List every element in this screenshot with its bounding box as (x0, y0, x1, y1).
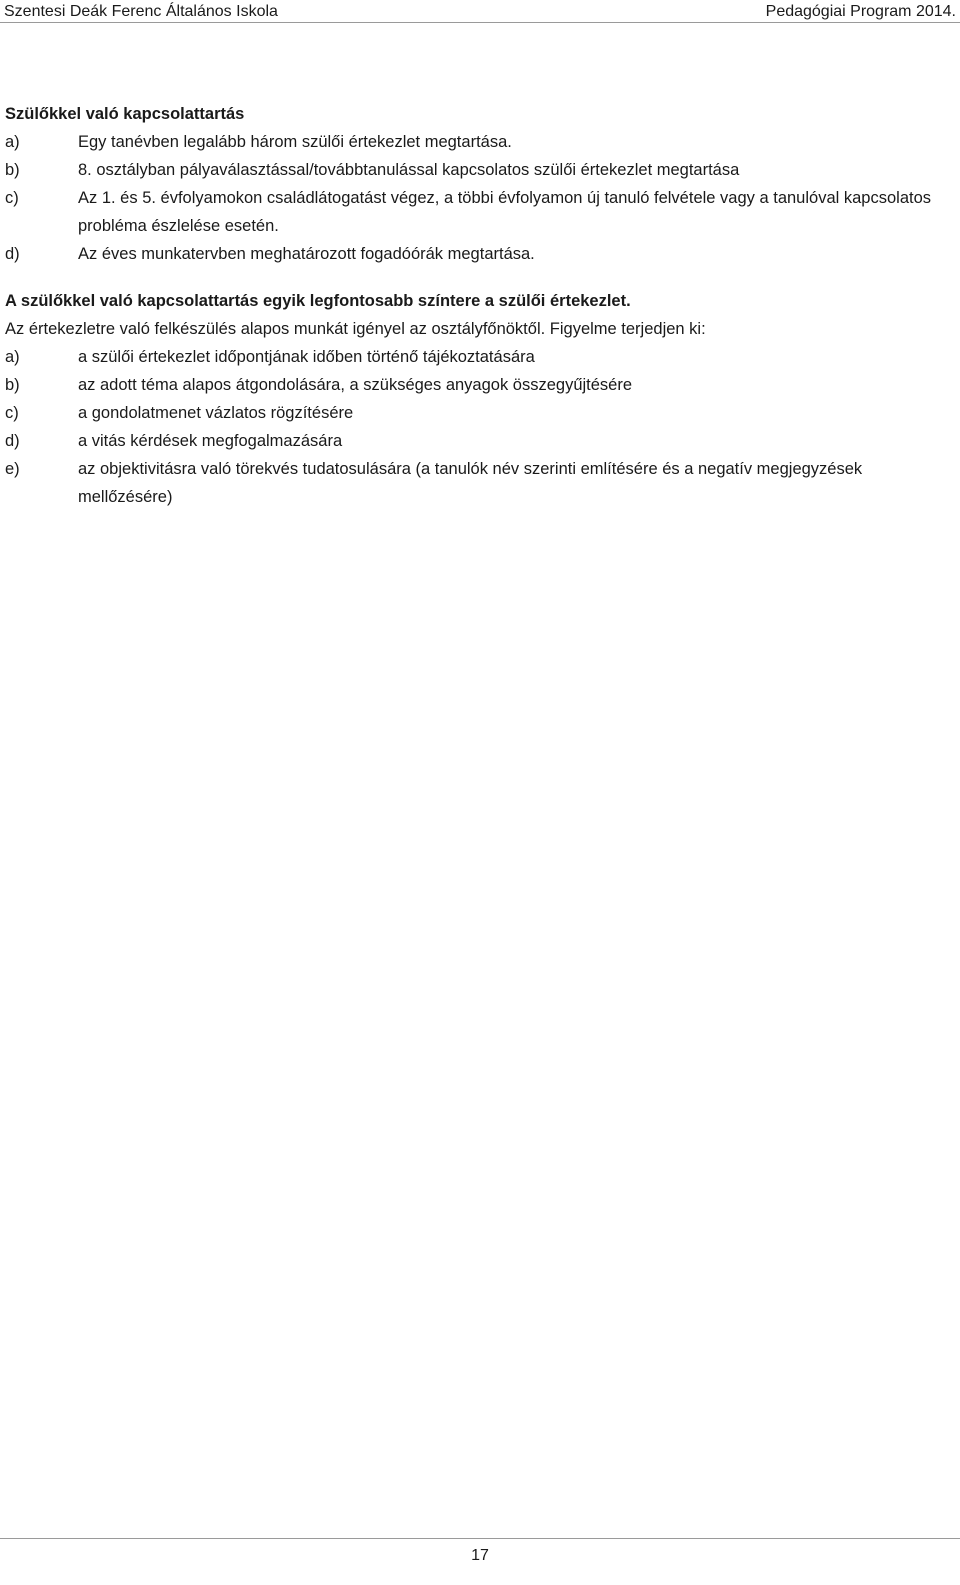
meeting-preparation-list (5, 343, 955, 511)
list-item-text: Az éves munkatervben meghatározott fogadóórák megtartása. (78, 245, 535, 263)
list-marker: a) (5, 133, 20, 151)
list-item (5, 156, 955, 184)
list-marker: c) (5, 189, 19, 207)
list-marker: d) (5, 432, 20, 450)
page-number: 17 (471, 1547, 489, 1564)
section-intro-paragraph: Az értekezletre való felkészülés alapos munkát igényel az osztályfőnöktől. Figyelme terjedjen ki: (5, 320, 706, 338)
page-content (5, 100, 955, 511)
parent-contact-list (5, 128, 955, 268)
list-item (5, 371, 955, 399)
list-item (5, 427, 955, 455)
list-item-text: az objektivitásra való törekvés tudatosulására (a tanulók név szerinti említésére és a negatív megjegyzések mellőzésére) (78, 460, 863, 506)
list-item (5, 455, 955, 511)
list-marker: b) (5, 376, 20, 394)
page-header (0, 0, 960, 23)
footer-divider (0, 1538, 960, 1539)
section-spacer (5, 268, 955, 287)
list-item-text: a vitás kérdések megfogalmazására (78, 432, 343, 450)
list-item-text: Egy tanévben legalább három szülői értekezlet megtartása. (78, 133, 512, 151)
list-item (5, 343, 955, 371)
list-marker: b) (5, 161, 20, 179)
list-item (5, 399, 955, 427)
section-heading-parent-meeting: A szülőkkel való kapcsolattartás egyik legfontosabb színtere a szülői értekezlet. (5, 292, 631, 310)
list-item (5, 184, 955, 240)
header-school-name: Szentesi Deák Ferenc Általános Iskola (4, 3, 278, 20)
section-heading-parent-contact: Szülőkkel való kapcsolattartás (5, 105, 245, 123)
list-item-text: a gondolatmenet vázlatos rögzítésére (78, 404, 354, 422)
list-marker: e) (5, 460, 20, 478)
list-item-text: a szülői értekezlet időpontjának időben történő tájékoztatására (78, 348, 535, 366)
list-marker: d) (5, 245, 20, 263)
page-footer (0, 1538, 960, 1585)
list-item (5, 240, 955, 268)
list-item-text: 8. osztályban pályaválasztással/továbbtanulással kapcsolatos szülői értekezlet megtartása (78, 161, 740, 179)
list-item (5, 128, 955, 156)
header-document-title: Pedagógiai Program 2014. (765, 3, 956, 20)
list-item-text: az adott téma alapos átgondolására, a szükséges anyagok összegyűjtésére (78, 376, 633, 394)
list-item-text: Az 1. és 5. évfolyamokon családlátogatást végez, a többi évfolyamon új tanuló felvétele vagy a tanulóval kapcsolatos probléma észlelése esetén. (78, 189, 932, 235)
list-marker: c) (5, 404, 19, 422)
list-marker: a) (5, 348, 20, 366)
